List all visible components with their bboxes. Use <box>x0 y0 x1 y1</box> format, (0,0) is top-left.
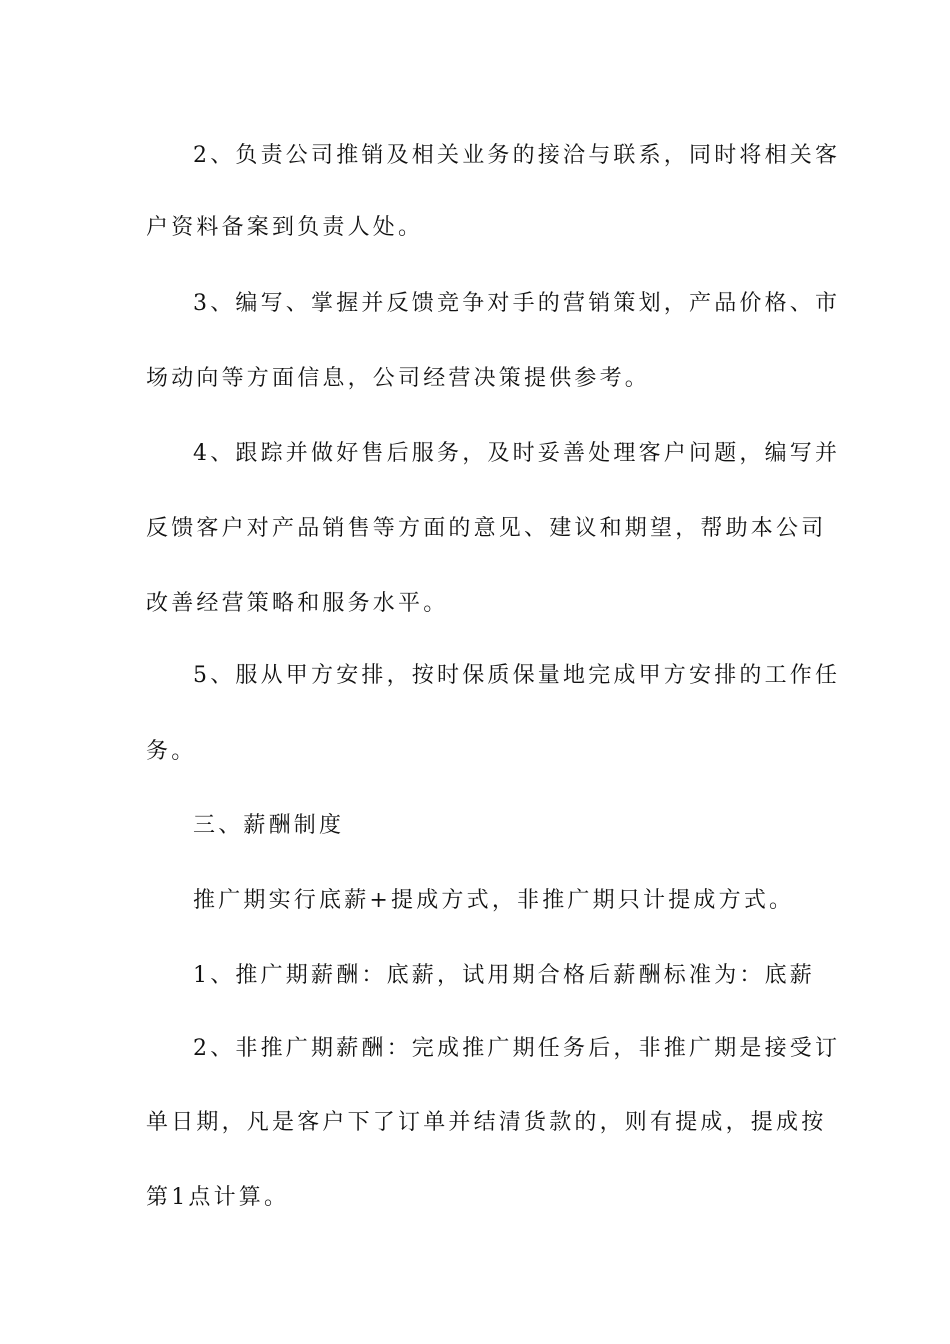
paragraph-4-line-1: 4、跟踪并做好售后服务，及时妥善处理客户问题，编写并 <box>193 441 841 466</box>
salary-item-2-line-3: 第1点计算。 <box>146 1185 290 1210</box>
salary-item-1: 1、推广期薪酬：底薪，试用期合格后薪酬标准为：底薪 <box>193 963 815 988</box>
paragraph-3-line-2: 场动向等方面信息，公司经营决策提供参考。 <box>146 366 651 391</box>
paragraph-4-line-2: 反馈客户对产品销售等方面的意见、建议和期望，帮助本公司 <box>146 516 827 541</box>
paragraph-5-line-1: 5、服从甲方安排，按时保质保量地完成甲方安排的工作任 <box>193 663 841 688</box>
section-heading-salary: 三、薪酬制度 <box>193 813 345 838</box>
salary-item-2-line-2: 单日期，凡是客户下了订单并结清货款的，则有提成，提成按 <box>146 1110 827 1135</box>
paragraph-5-line-2: 务。 <box>146 739 197 764</box>
salary-intro: 推广期实行底薪+提成方式，非推广期只计提成方式。 <box>193 888 795 913</box>
paragraph-2-line-1: 2、负责公司推销及相关业务的接洽与联系，同时将相关客 <box>193 143 841 168</box>
paragraph-4-line-3: 改善经营策略和服务水平。 <box>146 591 449 616</box>
paragraph-2-line-2: 户资料备案到负责人处。 <box>146 215 424 240</box>
paragraph-3-line-1: 3、编写、掌握并反馈竞争对手的营销策划，产品价格、市 <box>193 291 841 316</box>
salary-item-2-line-1: 2、非推广期薪酬：完成推广期任务后，非推广期是接受订 <box>193 1036 841 1061</box>
